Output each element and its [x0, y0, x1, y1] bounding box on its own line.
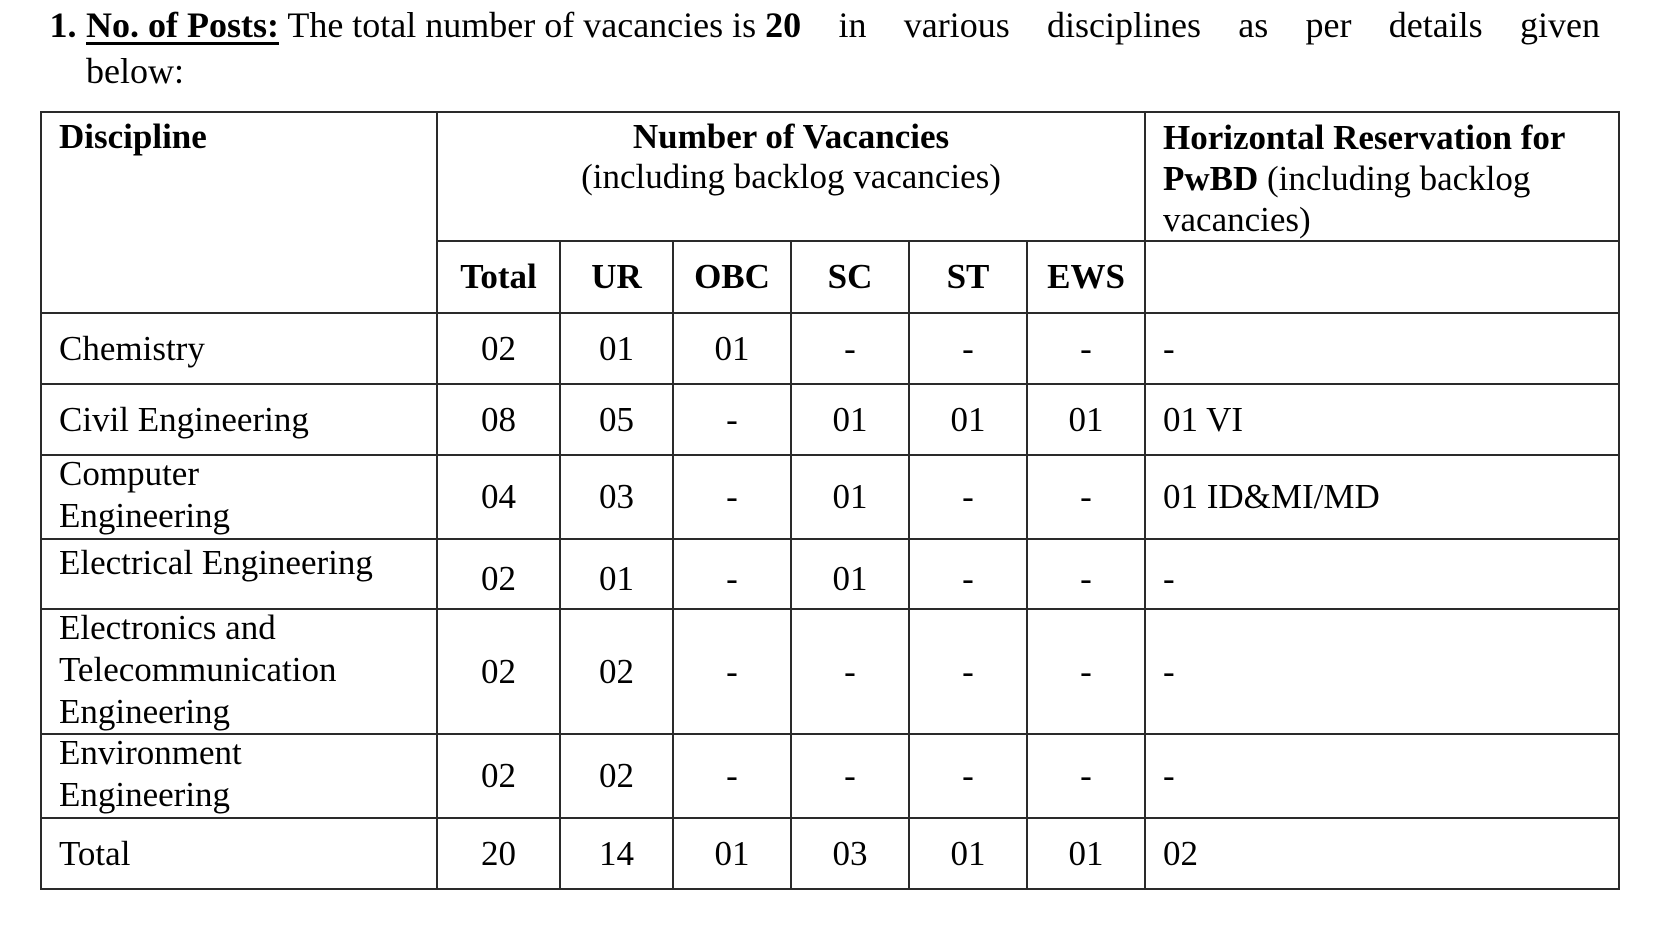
- header-vacancies-title: Number of Vacancies: [632, 117, 950, 156]
- ews-cell: -: [1027, 313, 1145, 384]
- section-heading: No. of Posts:: [86, 5, 279, 45]
- obc-cell: -: [673, 734, 791, 818]
- column-header-st: ST: [909, 241, 1027, 313]
- column-header-ur: UR: [560, 241, 673, 313]
- column-header-obc: OBC: [673, 241, 791, 313]
- pwbd-cell: -: [1145, 609, 1619, 734]
- header-discipline: Discipline: [41, 112, 437, 313]
- vacancies-table: [40, 111, 1620, 890]
- total-row: [41, 818, 1619, 889]
- total-cell: 08: [437, 384, 560, 455]
- column-header-pwbd-empty: [1145, 241, 1619, 313]
- intro-word: in: [838, 5, 867, 45]
- total-cell: 20: [437, 818, 560, 889]
- intro-word: various: [903, 5, 1010, 45]
- intro-line-2: below:: [86, 51, 184, 91]
- obc-cell: 01: [673, 818, 791, 889]
- st-cell: -: [909, 455, 1027, 539]
- pwbd-cell: -: [1145, 313, 1619, 384]
- obc-cell: -: [673, 609, 791, 734]
- st-cell: -: [909, 609, 1027, 734]
- st-cell: -: [909, 313, 1027, 384]
- header-horizontal-rest: (including backlog vacancies): [1163, 159, 1531, 239]
- ews-cell: 01: [1027, 384, 1145, 455]
- total-label-cell: Total: [41, 818, 437, 889]
- item-number: 1.: [49, 5, 77, 45]
- st-cell: -: [909, 539, 1027, 609]
- ur-cell: 01: [560, 313, 673, 384]
- header-number-of-vacancies: [437, 112, 1145, 241]
- table-row: [41, 539, 1619, 609]
- intro-paragraph: [40, 2, 1600, 94]
- table-row: [41, 384, 1619, 455]
- intro-word: per: [1305, 5, 1352, 45]
- table-row: [41, 455, 1619, 539]
- discipline-name: Computer Engineering: [59, 454, 231, 535]
- column-header-sc: SC: [791, 241, 909, 313]
- discipline-name: Electronics and Telecommunication Engineering: [59, 607, 337, 731]
- discipline-cell: [41, 313, 437, 384]
- header-vacancies-subtitle: (including backlog vacancies): [581, 157, 1001, 196]
- obc-cell: -: [673, 539, 791, 609]
- intro-text-before: The total number of vacancies is: [278, 5, 766, 45]
- discipline-cell: [41, 455, 437, 539]
- discipline-cell: [41, 734, 437, 818]
- intro-line-1: [40, 2, 1600, 48]
- ews-cell: -: [1027, 455, 1145, 539]
- ur-cell: 05: [560, 384, 673, 455]
- discipline-cell: [41, 384, 437, 455]
- discipline-name: Civil Engineering: [59, 399, 309, 439]
- intro-word: given: [1519, 5, 1600, 45]
- obc-cell: -: [673, 455, 791, 539]
- obc-cell: 01: [673, 313, 791, 384]
- total-vacancies-count: 20: [765, 5, 802, 45]
- ews-cell: 01: [1027, 818, 1145, 889]
- st-cell: 01: [909, 384, 1027, 455]
- ur-cell: 14: [560, 818, 673, 889]
- table-row: [41, 734, 1619, 818]
- total-cell: 02: [437, 539, 560, 609]
- table-row: [41, 609, 1619, 734]
- ur-cell: 02: [560, 734, 673, 818]
- total-cell: 04: [437, 455, 560, 539]
- pwbd-cell: -: [1145, 734, 1619, 818]
- intro-word: as: [1238, 5, 1269, 45]
- discipline-name: Chemistry: [59, 328, 205, 368]
- intro-word: disciplines: [1046, 5, 1201, 45]
- column-header-ews: EWS: [1027, 241, 1145, 313]
- intro-line-1-start: [40, 2, 801, 48]
- sc-cell: 03: [791, 818, 909, 889]
- discipline-cell: [41, 609, 437, 734]
- sc-cell: 01: [791, 539, 909, 609]
- st-cell: -: [909, 734, 1027, 818]
- table-header-row: [41, 112, 1619, 241]
- obc-cell: -: [673, 384, 791, 455]
- total-cell: 02: [437, 609, 560, 734]
- total-cell: 02: [437, 313, 560, 384]
- intro-word: details: [1388, 5, 1483, 45]
- pwbd-cell: 01 VI: [1145, 384, 1619, 455]
- discipline-name: Electrical Engineering: [59, 543, 373, 582]
- ews-cell: -: [1027, 609, 1145, 734]
- pwbd-cell: 01 ID&MI/MD: [1145, 455, 1619, 539]
- header-horizontal-reservation: [1145, 112, 1619, 241]
- st-cell: 01: [909, 818, 1027, 889]
- header-horizontal-title: Horizontal Reservation for: [1163, 118, 1566, 157]
- ur-cell: 03: [560, 455, 673, 539]
- total-cell: 02: [437, 734, 560, 818]
- table-row: [41, 313, 1619, 384]
- discipline-cell: [41, 539, 437, 609]
- ews-cell: -: [1027, 539, 1145, 609]
- column-header-total: Total: [437, 241, 560, 313]
- sc-cell: 01: [791, 384, 909, 455]
- sc-cell: -: [791, 609, 909, 734]
- sc-cell: -: [791, 313, 909, 384]
- pwbd-cell: 02: [1145, 818, 1619, 889]
- ur-cell: 02: [560, 609, 673, 734]
- ews-cell: -: [1027, 734, 1145, 818]
- discipline-name: Environment Engineering: [59, 733, 242, 814]
- pwbd-cell: -: [1145, 539, 1619, 609]
- header-pwbd: PwBD: [1163, 159, 1259, 198]
- sc-cell: 01: [791, 455, 909, 539]
- sc-cell: -: [791, 734, 909, 818]
- ur-cell: 01: [560, 539, 673, 609]
